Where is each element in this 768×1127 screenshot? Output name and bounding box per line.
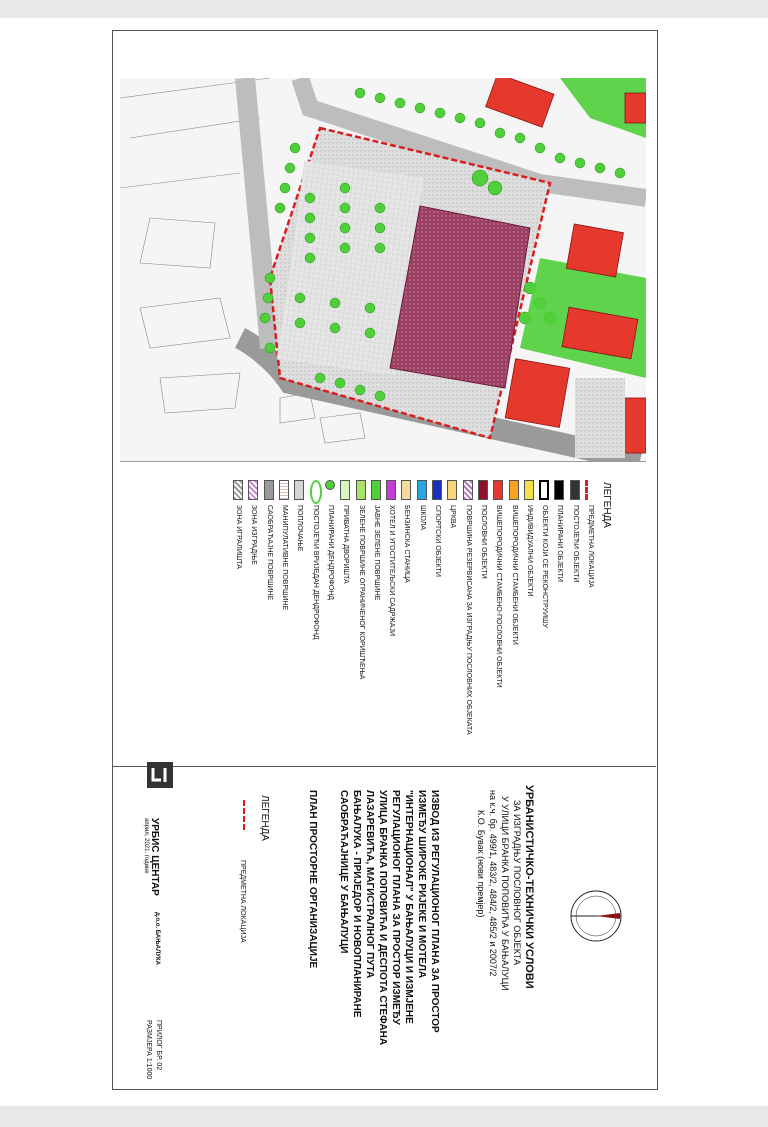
legend-swatch xyxy=(371,480,381,500)
legend-swatch xyxy=(340,480,350,500)
legend-swatch xyxy=(524,480,534,500)
title-line-1: ЗА ИЗГРАДЊУ ПОСЛОВНОГ ОБЈЕКТА xyxy=(512,800,522,966)
company-logo xyxy=(147,762,173,788)
legend-swatch xyxy=(463,480,473,500)
title-divider xyxy=(112,766,656,767)
legend-swatch xyxy=(509,480,519,500)
legend-item-label: ШКОЛА xyxy=(418,505,426,531)
legend-item-label: САОБРАЋАЈНЕ ПОВРШИНЕ xyxy=(265,505,273,601)
plan-title: ПЛАН ПРОСТОРНЕ ОРГАНИЗАЦИЈЕ xyxy=(307,790,318,969)
company-suffix: д.о.о. БАЊАЛУКА xyxy=(154,912,160,965)
legend-item-label: ЈАВНЕ ЗЕЛЕНЕ ПОВРШИНЕ xyxy=(372,505,380,601)
legend-swatch xyxy=(310,480,322,504)
legend-item-label: ЗЕЛЕНЕ ПОВРШИНЕ ОГРАНИЧЕНОГ КОРИШЋЕЊА xyxy=(357,505,365,680)
legend-swatch xyxy=(417,480,427,500)
legend-item-label: ПОПЛОЧАЊЕ xyxy=(296,505,304,552)
legend-swatch xyxy=(539,480,549,500)
extract-line-4: РЕГУЛАЦИОНОГ ПЛАНА ЗА ПРОСТОР ИЗМЕЂУ xyxy=(390,790,401,1025)
title-legend-heading: ЛЕГЕНДА xyxy=(259,795,270,841)
legend-swatch xyxy=(279,480,289,500)
extract-line-3: "ИНТЕРНАЦИОНАЛ" У БАЊАЛУЦИ И ИЗМЈЕНЕ xyxy=(403,790,414,1024)
legend-item-label: ПОСТОЈЕЋИ ОБЈЕКТИ xyxy=(571,505,579,583)
legend-swatch xyxy=(233,480,243,500)
drawing-scale: РАЗМЈЕРА 1:1000 xyxy=(145,1020,152,1080)
title-line-2: У УЛИЦИ БРАНКА ПОПОВИЋА У БАЊАЛУЦИ xyxy=(500,796,510,991)
legend-swatch xyxy=(264,480,274,500)
title-line-3: на к.ч. бр. 499/1, 483/2, 484/2, 485/2 и 2007/2 xyxy=(488,790,498,977)
legend-item-label: ЗОНА ИГРАЛИШТА xyxy=(235,505,243,569)
legend-item-label: ВИШЕПОРОДИЧНИ СТАМБЕНИ ОБЈЕКТИ xyxy=(510,505,518,645)
legend-item-label: ПОВРШИНА РЕЗЕРВИСАНА ЗА ИЗГРАДЊУ ПОСЛОВНИХ ОБЈЕКАТА xyxy=(464,505,472,735)
legend-swatch xyxy=(570,480,580,500)
legend-swatch xyxy=(493,480,503,500)
legend-item-label: ПЛАНИРАНИ ДЕНДРОФОНД xyxy=(326,505,334,601)
extract-line-1: ИЗВОД ИЗ РЕГУЛАЦИОНОГ ПЛАНА ЗА ПРОСТОР xyxy=(429,790,440,1033)
legend-item-label: ЦРКВА xyxy=(449,505,457,529)
legend-item-label: ОБЈЕКТИ КОЈИ СЕ РЕКОНСТРУИШУ xyxy=(541,505,549,628)
legend-swatch xyxy=(401,480,411,500)
drawing-date: април, 2021. године xyxy=(143,818,149,874)
legend-swatch xyxy=(432,480,442,500)
legend-swatch xyxy=(294,480,304,500)
legend-swatch xyxy=(386,480,396,500)
legend-swatch xyxy=(478,480,488,500)
extract-line-8: САОБРАЋАЈНИЦЕ У БАЊАЛУЦИ xyxy=(338,790,349,954)
site-plan-map xyxy=(120,78,646,462)
legend-item-label: СПОРТСКИ ОБЈЕКТИ xyxy=(434,505,441,577)
legend-item-label: ПЛАНИРАНИ ОБЈЕКТИ xyxy=(556,505,564,582)
title-line-4: К.О. Бувак (нови премјер) xyxy=(476,810,486,918)
title-legend-label: ПРЕДМЕТНА ЛОКАЦИЈА xyxy=(239,860,246,943)
legend-item-label: БЕНЗИНСКА СТАНИЦА xyxy=(403,505,411,583)
sheet-number: ПРИЛОГ БР. 02 xyxy=(155,1020,162,1071)
legend-item-label: ПРИВАТНА ДВОРИШТА xyxy=(342,505,350,584)
legend-item-label: ВИШЕПОРОДИЧНИ СТАМБЕНО-ПОСЛОВНИ ОБЈЕКТИ xyxy=(495,505,503,688)
legend-title: ЛЕГЕНДА xyxy=(601,482,612,528)
site-plan-svg xyxy=(120,78,646,461)
pavement-right xyxy=(575,378,625,458)
legend-swatch xyxy=(585,480,588,500)
title-legend-swatch xyxy=(243,800,247,830)
company-name: УРБИС ЦЕНТАР xyxy=(149,818,160,896)
legend-item-label: ХОТЕЛ И УГОСТИТЕЉСКИ САДРЖАЈИ xyxy=(388,505,396,637)
title-heading: УРБАНИСТИЧКО-ТЕХНИЧКИ УСЛОВИ xyxy=(523,785,535,989)
extract-line-6: ЛАЗАРЕВИЋА, МАГИСТРАЛНОГ ПУТА xyxy=(364,790,375,979)
legend-item-label: ИНДИВИДУАЛНИ ОБЈЕКТИ xyxy=(525,505,533,597)
legend-swatch xyxy=(248,480,258,500)
legend-swatch xyxy=(325,480,335,490)
extract-line-7: БАЊАЛУКА - ПРИЈЕДОР И НОВОПЛАНИРАНЕ xyxy=(351,790,362,1018)
legend-swatch xyxy=(356,480,366,500)
legend-item-label: МАНИПУЛАТИВНЕ ПОВРШИНЕ xyxy=(281,505,288,611)
legend-item-label: ПОСЛОВНИ ОБЈЕКТИ xyxy=(479,505,487,579)
legend-item-label: ЗОНА ИЗГРАДЊЕ xyxy=(250,505,258,565)
legend-swatch xyxy=(554,480,564,500)
legend-item-label: ПРЕДМЕТНА ЛОКАЦИЈА xyxy=(587,505,594,588)
extract-line-5: УЛИЦА БРАНКА ПОПОВИЋА И ДЕСПОТА СТЕФАНА xyxy=(377,790,388,1046)
legend-swatch xyxy=(447,480,457,500)
legend-item-label: ПОСТОЈЕЋИ ВРИЈЕДАН ДЕНДРОФОНД xyxy=(311,505,319,640)
extract-line-2: ИЗМЕЂУ ШИРОКЕ РИЈЕКЕ И МОТЕЛА xyxy=(416,790,427,979)
compass-icon xyxy=(568,888,624,944)
